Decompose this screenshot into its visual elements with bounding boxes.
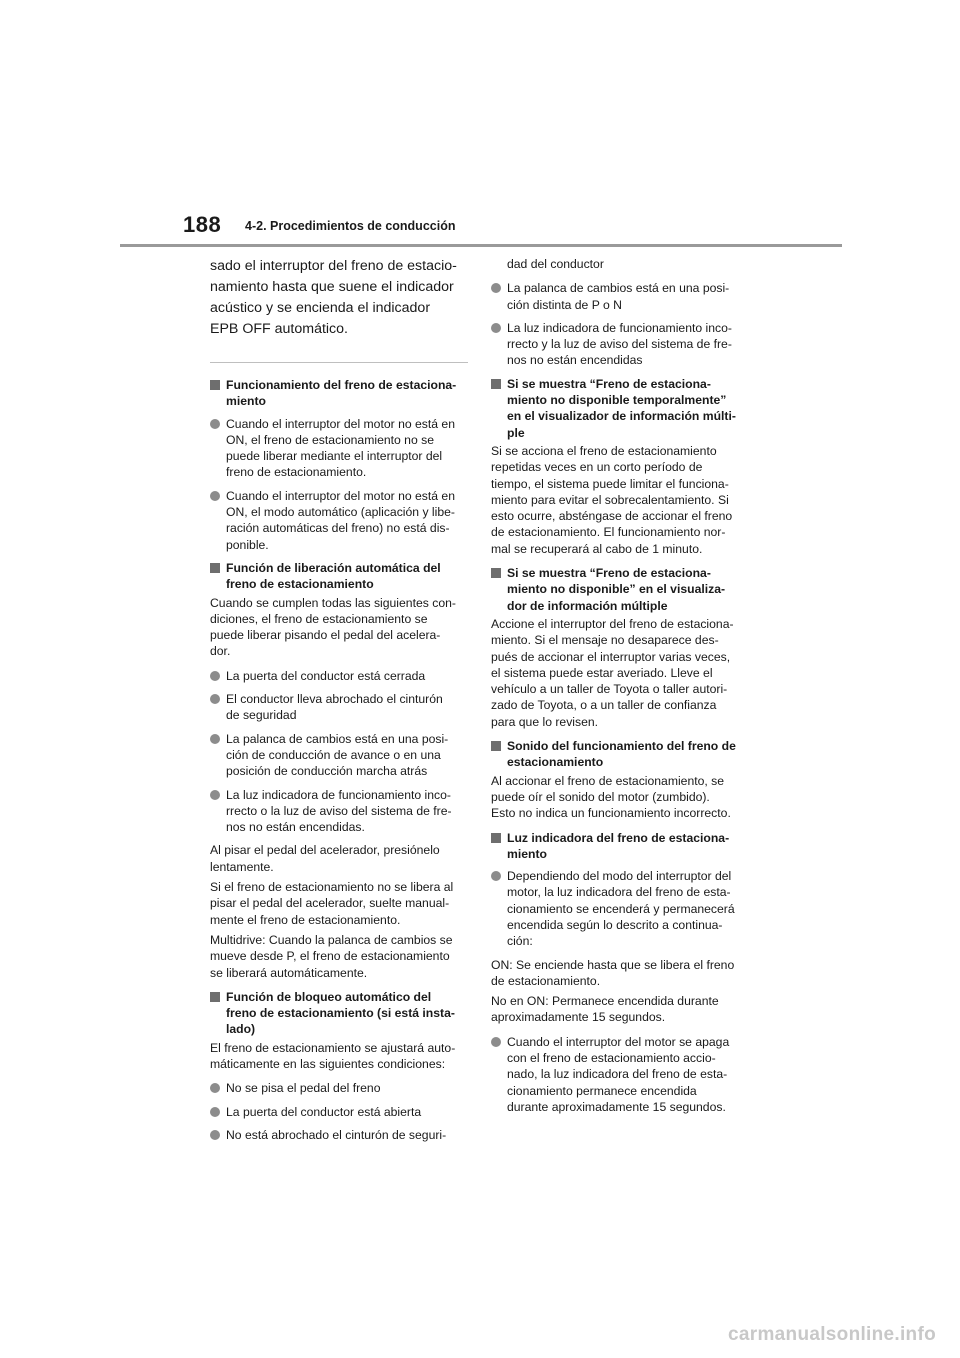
paragraph: dad del conductor (507, 257, 604, 271)
round-bullet-icon (210, 1083, 220, 1093)
paragraph: Multidrive: Cuando la palanca de cambios se mueve desde P, el freno de estacionamiento se liberará automáticamente. (210, 932, 453, 980)
round-bullet-icon (210, 1107, 220, 1117)
round-bullet-icon (210, 671, 220, 681)
round-bullet-icon (210, 1130, 220, 1140)
list-item: Cuando el interruptor del motor se apaga con el freno de estacionamiento accio- nado, la luz indicadora del freno de esta- cionamiento permanece encendida durante aproximadamente 15 segundos. (491, 1034, 749, 1115)
continued-text: sado el interruptor del freno de estacio- namiento hasta que suene el indicador acústico y se encienda el indicador EPB OFF automático. (210, 258, 457, 337)
square-bullet-icon (210, 380, 220, 390)
list-item: La puerta del conductor está abierta (210, 1104, 468, 1120)
list-item: No se pisa el pedal del freno (210, 1080, 468, 1096)
paragraph: ON: Se enciende hasta que se libera el freno de estacionamiento. (491, 957, 735, 988)
square-bullet-icon (491, 741, 501, 751)
list-item: La puerta del conductor está cerrada (210, 668, 468, 684)
subheading: Si se muestra “Freno de estaciona- miento no disponible temporalmente” en el visualizador de información múlti- ple (491, 376, 749, 441)
round-bullet-icon (210, 491, 220, 501)
round-bullet-icon (491, 283, 501, 293)
round-bullet-icon (491, 871, 501, 881)
site-watermark: carmanualsonline.info (728, 1324, 936, 1345)
paragraph: Si se acciona el freno de estacionamiento repetidas veces en un corto período de tiempo, el sistema puede limitar el funciona- miento para evitar el sobrecalentamiento. Si esto ocurre, absténgase de accionar el freno de estacionamiento. El funcionamiento nor- mal se recuperará al cabo de 1 minuto. (491, 443, 733, 556)
square-bullet-icon (491, 379, 501, 389)
list-item: La luz indicadora de funcionamiento inco- rrecto o la luz de aviso del sistema de fre- nos no están encendidas. (210, 787, 468, 836)
square-bullet-icon (491, 833, 501, 843)
round-bullet-icon (210, 734, 220, 744)
right-column (491, 256, 749, 1122)
list-item: La luz indicadora de funcionamiento inco- rrecto y la luz de aviso del sistema de fre- nos no están encendidas (491, 320, 749, 369)
paragraph: Cuando se cumplen todas las siguientes con- diciones, el freno de estacionamiento se puede liberar pisando el pedal del acelera- dor. (210, 595, 456, 659)
square-bullet-icon (491, 568, 501, 578)
subheading: Funcionamiento del freno de estaciona- miento (210, 377, 468, 410)
list-item: La palanca de cambios está en una posi- ción distinta de P o N (491, 280, 749, 313)
page-number: 188 (183, 212, 222, 237)
subheading: Sonido del funcionamiento del freno de estacionamiento (491, 738, 749, 771)
list-item: Cuando el interruptor del motor no está en ON, el modo automático (aplicación y libe- ración automáticas del freno) no está dis- ponible. (210, 488, 468, 553)
round-bullet-icon (210, 790, 220, 800)
round-bullet-icon (210, 419, 220, 429)
subheading: Función de bloqueo automático del freno de estacionamiento (si está insta- lado) (210, 989, 468, 1038)
header-divider (120, 244, 842, 247)
paragraph: El freno de estacionamiento se ajustará auto- máticamente en las siguientes condiciones: (210, 1040, 456, 1071)
list-item: Dependiendo del modo del interruptor del motor, la luz indicadora del freno de esta- cionamiento se encenderá y permanecerá encendida según lo descrito a continua- ción: (491, 868, 749, 949)
round-bullet-icon (491, 1037, 501, 1047)
paragraph: Accione el interruptor del freno de estaciona- miento. Si el mensaje no desaparece des- pués de accionar el interruptor varias veces, el sistema puede estar averiado. Lleve el vehículo a un taller de Toyota o taller autori- zado de Toyota, o a un taller de confianza para que lo revisen. (491, 616, 734, 729)
paragraph: Al accionar el freno de estacionamiento, se puede oír el sonido del motor (zumbido). Esto no indica un funcionamiento incorrecto. (491, 773, 731, 821)
paragraph: No en ON: Permanece encendida durante aproximadamente 15 segundos. (491, 994, 719, 1025)
list-item: El conductor lleva abrochado el cinturón de seguridad (210, 691, 468, 724)
list-item: La palanca de cambios está en una posi- ción de conducción de avance o en una posición de conducción marcha atrás (210, 731, 468, 780)
round-bullet-icon (491, 323, 501, 333)
section-title: 4-2. Procedimientos de conducción (245, 219, 456, 233)
list-item: No está abrochado el cinturón de seguri- (210, 1127, 468, 1143)
left-column (210, 256, 468, 1150)
subheading: Si se muestra “Freno de estaciona- miento no disponible” en el visualiza- dor de información múltiple (491, 565, 749, 614)
square-bullet-icon (210, 992, 220, 1002)
divider (210, 362, 468, 363)
subheading: Luz indicadora del freno de estaciona- miento (491, 830, 749, 863)
square-bullet-icon (210, 563, 220, 573)
paragraph: Si el freno de estacionamiento no se libera al pisar el pedal del acelerador, suelte manual- mente el freno de estacionamiento. (210, 880, 454, 927)
subheading: Función de liberación automática del freno de estacionamiento (210, 560, 468, 593)
paragraph: Al pisar el pedal del acelerador, presiónelo lentamente. (210, 843, 440, 874)
round-bullet-icon (210, 694, 220, 704)
list-item: Cuando el interruptor del motor no está en ON, el freno de estacionamiento no se puede liberar mediante el interruptor del freno de estacionamiento. (210, 416, 468, 481)
